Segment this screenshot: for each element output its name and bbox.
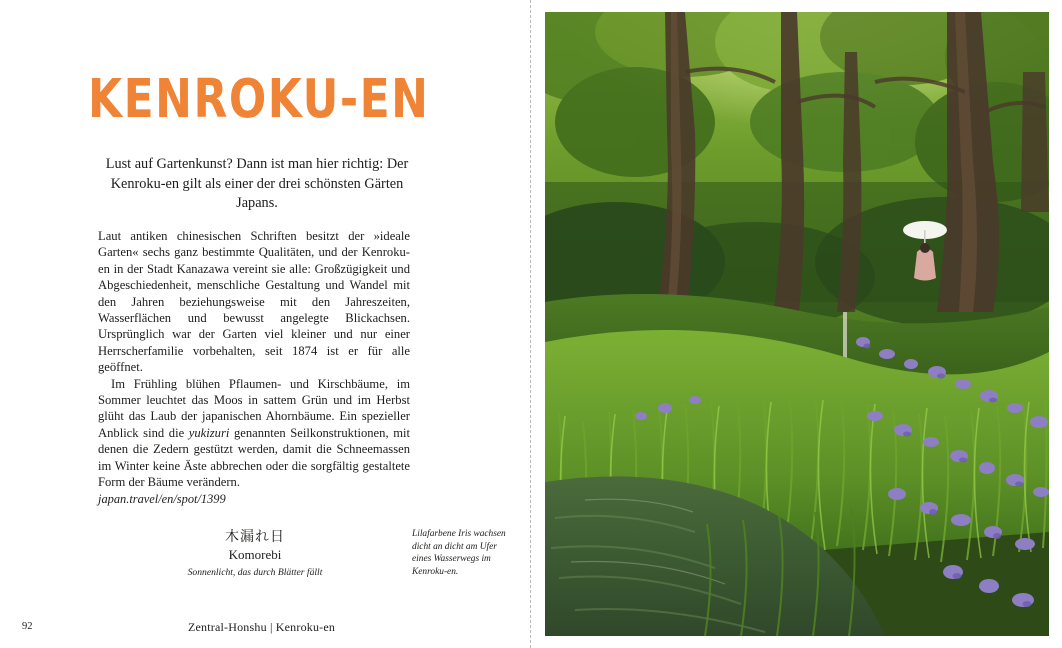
- folio-page-number: 92: [22, 621, 33, 632]
- source-url: japan.travel/en/spot/1399: [98, 491, 226, 506]
- page-title: KENROKU-EN: [88, 68, 430, 131]
- gutter-fold-line: [530, 0, 532, 648]
- body-paragraph-2: [98, 376, 410, 491]
- komorebi-japanese: 木漏れ日: [225, 529, 285, 545]
- body-paragraph-1: Laut antiken chinesischen Schriften besitzt der »ideale Garten« sechs ganz bestimmte Qualitäten, und der Kenroku-en in der Stadt Kanazawa vereint sie alle: Großzügigkeit und Abgeschiedenheit, menschliche Gestaltung und Wandel mit den Jahren beziehungsweise mit den Jahreszeiten, Wasserflächen und bewusst angelegte Blickachsen. Ursprünglich war der Garten viel kleiner und nur einer Herrscherfamilie vorbehalten, seit 1874 ist er für alle geöffnet.: [98, 229, 410, 375]
- standfirst-text: Lust auf Gartenkunst? Dann ist man hier richtig: Der Kenroku-en gilt als einer der drei schönsten Gärten Japans.: [105, 156, 409, 211]
- body-paragraph-2-part-a: Im Frühling blühen Pflaumen- und Kirschbäume, im Sommer leuchtet das Moos in sattem Grün und im Herbst glüht das Laub der japanischen Ahornbäume. Ein spezieller Anblick sind die: [98, 376, 410, 440]
- body-term-yukizuri: yukizuri: [188, 425, 230, 440]
- body-text: [98, 228, 410, 507]
- komorebi-block: [155, 528, 355, 580]
- photo-caption: Lilafarbene Iris wachsen dicht an dicht am Ufer eines Wasserwegs im Kenroku-en.: [412, 529, 506, 577]
- garden-photograph-illustration: [545, 12, 1049, 636]
- komorebi-romaji: Komorebi: [228, 547, 282, 562]
- running-head: Zentral-Honshu | Kenroku-en: [188, 620, 336, 634]
- garden-photograph: [545, 12, 1049, 636]
- body-paragraph-2-part-b: genannten Seilkonstruktionen, mit denen die Zedern gestützt werden, damit die Schneemassen im Winter keine Äste abbrechen oder die sorgfältig gestaltete Form der Bäume verändern.: [98, 425, 410, 490]
- komorebi-meaning: Sonnenlicht, das durch Blätter fällt: [187, 567, 323, 578]
